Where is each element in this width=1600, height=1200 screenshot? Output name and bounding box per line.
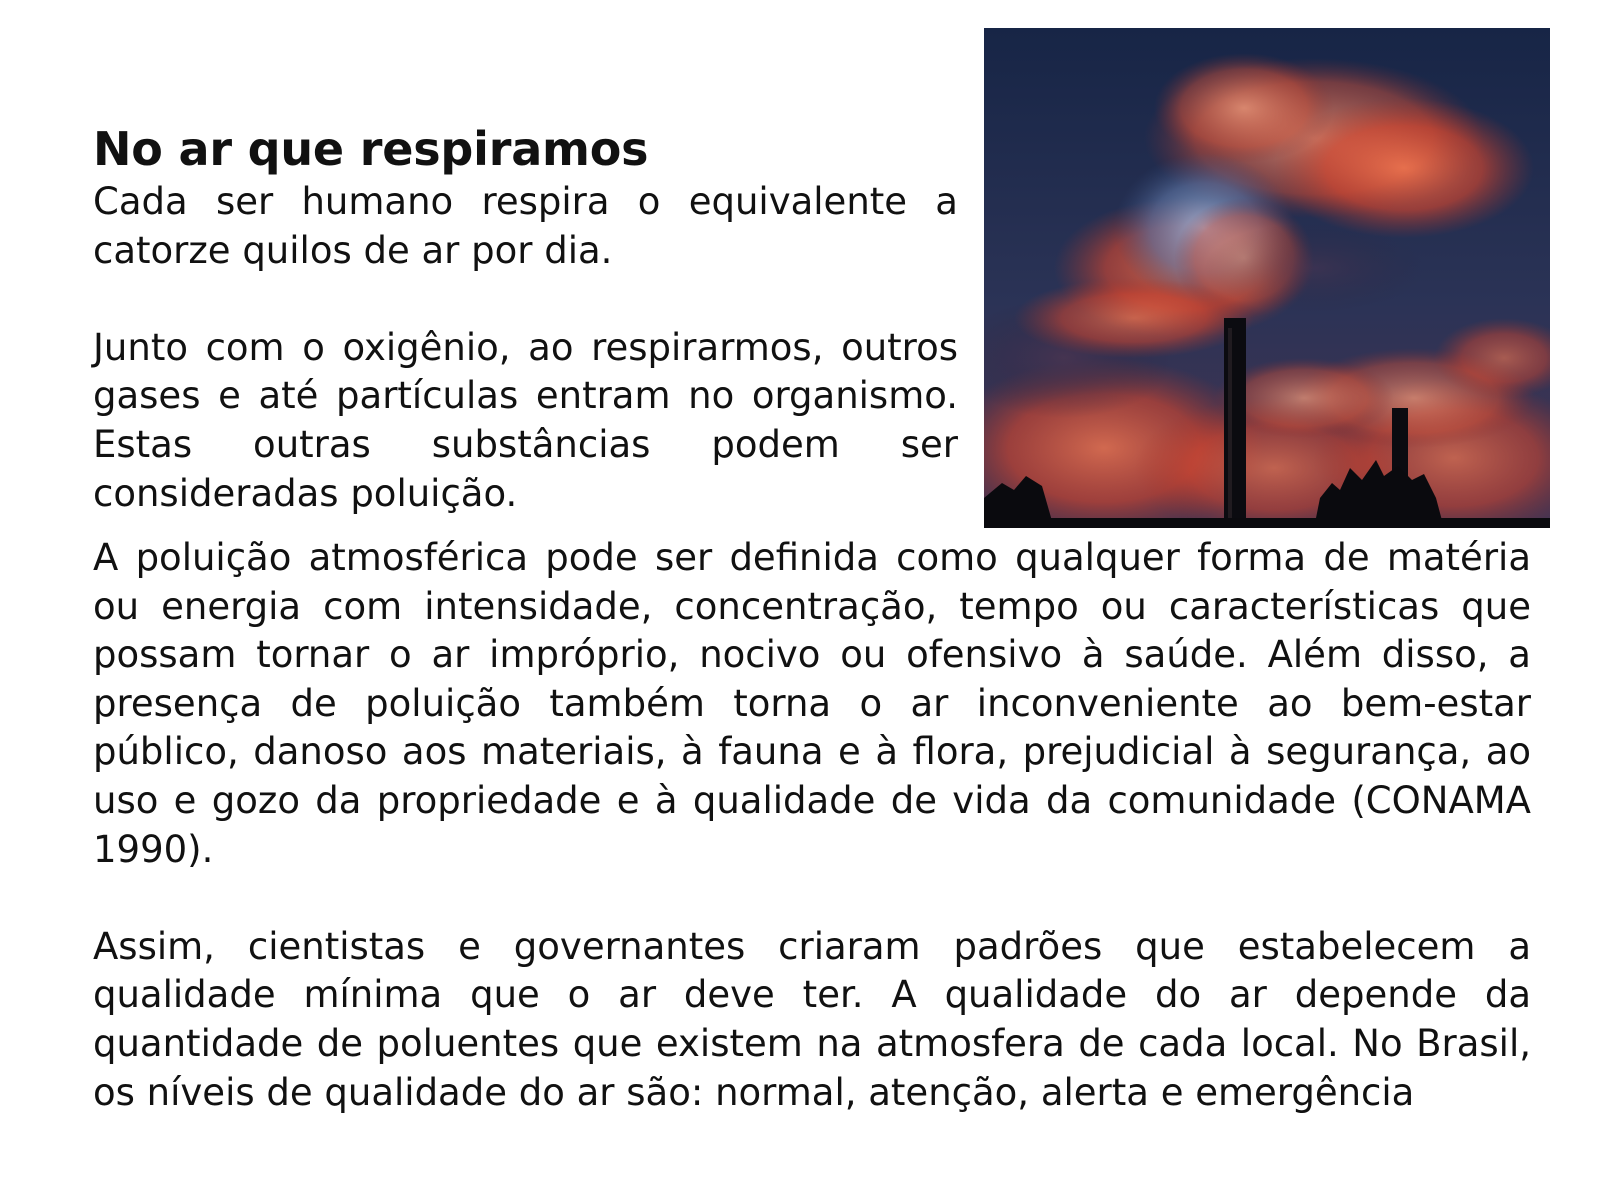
smokestack-pollution-photo <box>984 28 1550 528</box>
chimney-shape <box>1224 318 1246 528</box>
paragraph-3: A poluição atmosférica pode ser definida como qualquer forma de matéria ou energia com intensidade, concentração, tempo ou características que possam tornar o ar impróprio, nocivo ou ofensivo à saúde. Além disso, a presença de poluição também torna o ar inconveniente ao bem-estar público, danoso aos materiais, à fauna e à flora, prejudicial à segurança, ao uso e gozo da propriedade e à qualidade de vida da comunidade (CONAMA 1990). <box>93 536 1531 871</box>
paragraph-1: Cada ser humano respira o equivalente a catorze quilos de ar por dia. <box>93 180 958 272</box>
intro-block <box>93 120 958 518</box>
paragraph-4: Assim, cientistas e governantes criaram padrões que estabelecem a qualidade mínima que o ar deve ter. A qualidade do ar depende da quantidade de poluentes que existem na atmosfera de cada local. No Brasil, os níveis de qualidade do ar são: normal, atenção, alerta e emergência <box>93 924 1531 1114</box>
smokestack-illustration <box>984 28 1550 528</box>
body-block <box>93 534 1531 1117</box>
paragraph-2: Junto com o oxigênio, ao respirarmos, outros gases e até partículas entram no organismo. Estas outras substâncias podem ser consideradas poluição. <box>93 325 958 515</box>
page-title: No ar que respiramos <box>93 122 649 176</box>
